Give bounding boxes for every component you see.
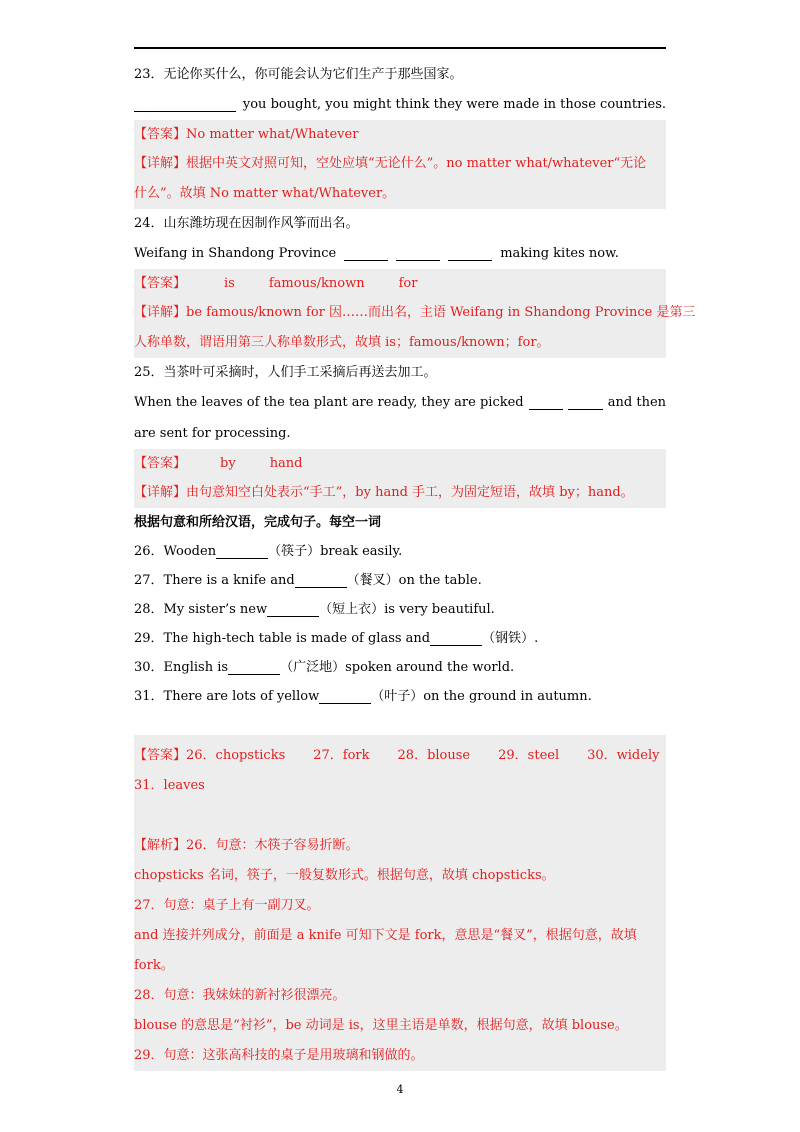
analysis-line-2: chopsticks 名词，筷子，一般复数形式。根据句意，故填 chopsticks。 — [134, 868, 555, 883]
analysis-line-4: and 连接并列成分，前面是 a knife 可知下文是 fork，意思是“餐叉”，根据句意，故填 — [134, 928, 637, 943]
item-27-pre: 27．There is a knife and — [134, 572, 295, 588]
item-30-hint: （广泛地） — [280, 659, 346, 675]
answer-28: 28．blouse — [397, 748, 471, 763]
answer-25 — [134, 449, 666, 478]
explain-25-text-1: 由句意知空白处表示“手工”，by hand 手工，为固定短语，故填 by；hand。 — [186, 485, 634, 500]
item-31-hint: （叶子） — [371, 688, 424, 704]
section-title: 根据句意和所给汉语，完成句子。每空一词 — [134, 514, 382, 530]
answer-29: 29．steel — [498, 748, 560, 763]
page-number: 4 — [396, 1083, 404, 1096]
answer-24 — [134, 269, 666, 298]
answer-24-2: famous/known — [268, 275, 365, 291]
explain-label: 【详解】 — [134, 305, 187, 320]
item-28-post: is very beautiful. — [384, 601, 495, 617]
page-content — [134, 60, 696, 1071]
explain-25-line-1 — [134, 478, 666, 508]
explain-label: 【详解】 — [134, 156, 187, 171]
explain-label: 【详解】 — [134, 485, 187, 500]
answer-30: 30．widely — [587, 748, 660, 763]
item-28-pre: 28．My sister’s new — [134, 601, 268, 617]
explain-24-line-1 — [134, 298, 696, 328]
answer-analysis-block — [134, 735, 666, 1071]
item-26-post: break easily. — [320, 543, 403, 559]
explain-23-line-1 — [134, 149, 666, 179]
item-30-post: spoken around the world. — [345, 659, 515, 675]
answer-23-text: No matter what/Whatever — [186, 126, 359, 142]
answer-31: 31．leaves — [134, 778, 205, 793]
explain-23-line-2: 什么”。故填 No matter what/Whatever。 — [134, 179, 666, 209]
answer-label: 【答案】 — [134, 275, 187, 291]
explain-24-text-1: be famous/known for 因……而出名，主语 Weifang in Shandong Province 是第三 — [186, 305, 696, 320]
item-28 — [134, 595, 666, 624]
analysis-label: 【解析】 — [134, 838, 187, 853]
answer-25-2: hand — [269, 455, 303, 471]
item-28-hint: （短上衣） — [319, 601, 385, 617]
blank — [448, 247, 492, 261]
blank — [430, 632, 482, 646]
answer-label: 【答案】 — [134, 455, 187, 471]
item-31 — [134, 682, 666, 711]
analysis-line-8: 29．句意：这张高科技的桌子是用玻璃和钢做的。 — [134, 1048, 424, 1063]
sentence-24-start: Weifang in Shandong Province — [134, 245, 337, 261]
analysis-line-3: 27．句意：桌子上有一副刀叉。 — [134, 898, 320, 913]
sentence-25-end: and then — [607, 394, 667, 410]
sentence-24 — [134, 238, 666, 269]
analysis-line-1 — [134, 831, 666, 861]
answer-label: 【答案】 — [134, 126, 187, 142]
sentence-24-end: making kites now. — [500, 245, 619, 261]
sentence-25-line-2: are sent for processing. — [134, 425, 291, 441]
sentence-23 — [134, 89, 666, 120]
item-30 — [134, 653, 666, 682]
item-27-post: on the table. — [398, 572, 482, 588]
item-31-pre: 31．There are lots of yellow — [134, 688, 320, 704]
sentence-25-start: When the leaves of the tea plant are ready, they are picked — [134, 394, 524, 410]
item-26 — [134, 537, 666, 566]
analysis-text-1: 26．句意：木筷子容易折断。 — [186, 838, 359, 853]
analysis-line-6: 28．句意：我妹妹的新衬衫很漂亮。 — [134, 988, 346, 1003]
analysis-line-5: fork。 — [134, 958, 174, 973]
item-27-hint: （餐叉） — [346, 572, 399, 588]
item-29-pre: 29．The high-tech table is made of glass and — [134, 630, 431, 646]
question-24: 24．山东潍坊现在因制作风筝而出名。 — [134, 215, 359, 231]
question-23: 23．无论你买什么，你可能会认为它们生产于那些国家。 — [134, 66, 463, 82]
answer-26: 26．chopsticks — [186, 748, 286, 763]
header-rule — [134, 47, 666, 49]
blank — [344, 247, 388, 261]
item-26-pre: 26．Wooden — [134, 543, 217, 559]
item-29-post: . — [534, 630, 539, 646]
answer-25-1: by — [220, 455, 236, 471]
blank — [319, 690, 371, 704]
item-27 — [134, 566, 666, 595]
blank — [529, 396, 564, 410]
item-29 — [134, 624, 666, 653]
analysis-line-7: blouse 的意思是“衬衫”，be 动词是 is，这里主语是单数，根据句意，故填 blouse。 — [134, 1018, 628, 1033]
blank — [216, 545, 268, 559]
blank — [228, 661, 280, 675]
answers-line-1 — [134, 741, 666, 771]
answer-24-3: for — [398, 275, 418, 291]
answer-23 — [134, 120, 666, 149]
blank — [396, 247, 440, 261]
blank — [267, 603, 319, 617]
explain-23-text-1: 根据中英文对照可知，空处应填“无论什么”。no matter what/whatever“无论 — [186, 156, 647, 171]
item-31-post: on the ground in autumn. — [423, 688, 592, 704]
item-29-hint: （钢铁） — [482, 630, 535, 646]
explain-24-line-2: 人称单数，谓语用第三人称单数形式，故填 is；famous/known；for。 — [134, 328, 666, 358]
blank — [295, 574, 347, 588]
item-26-hint: （筷子） — [268, 543, 321, 559]
item-30-pre: 30．English is — [134, 659, 229, 675]
answer-label: 【答案】 — [134, 748, 187, 763]
answer-27: 27．fork — [313, 748, 370, 763]
answer-24-1: is — [224, 275, 235, 291]
sentence-25 — [134, 387, 666, 418]
blank — [568, 396, 603, 410]
blank — [134, 98, 236, 112]
question-25: 25．当茶叶可采摘时，人们手工采摘后再送去加工。 — [134, 364, 437, 380]
sentence-23-text: you bought, you might think they were made in those countries. — [242, 96, 666, 112]
